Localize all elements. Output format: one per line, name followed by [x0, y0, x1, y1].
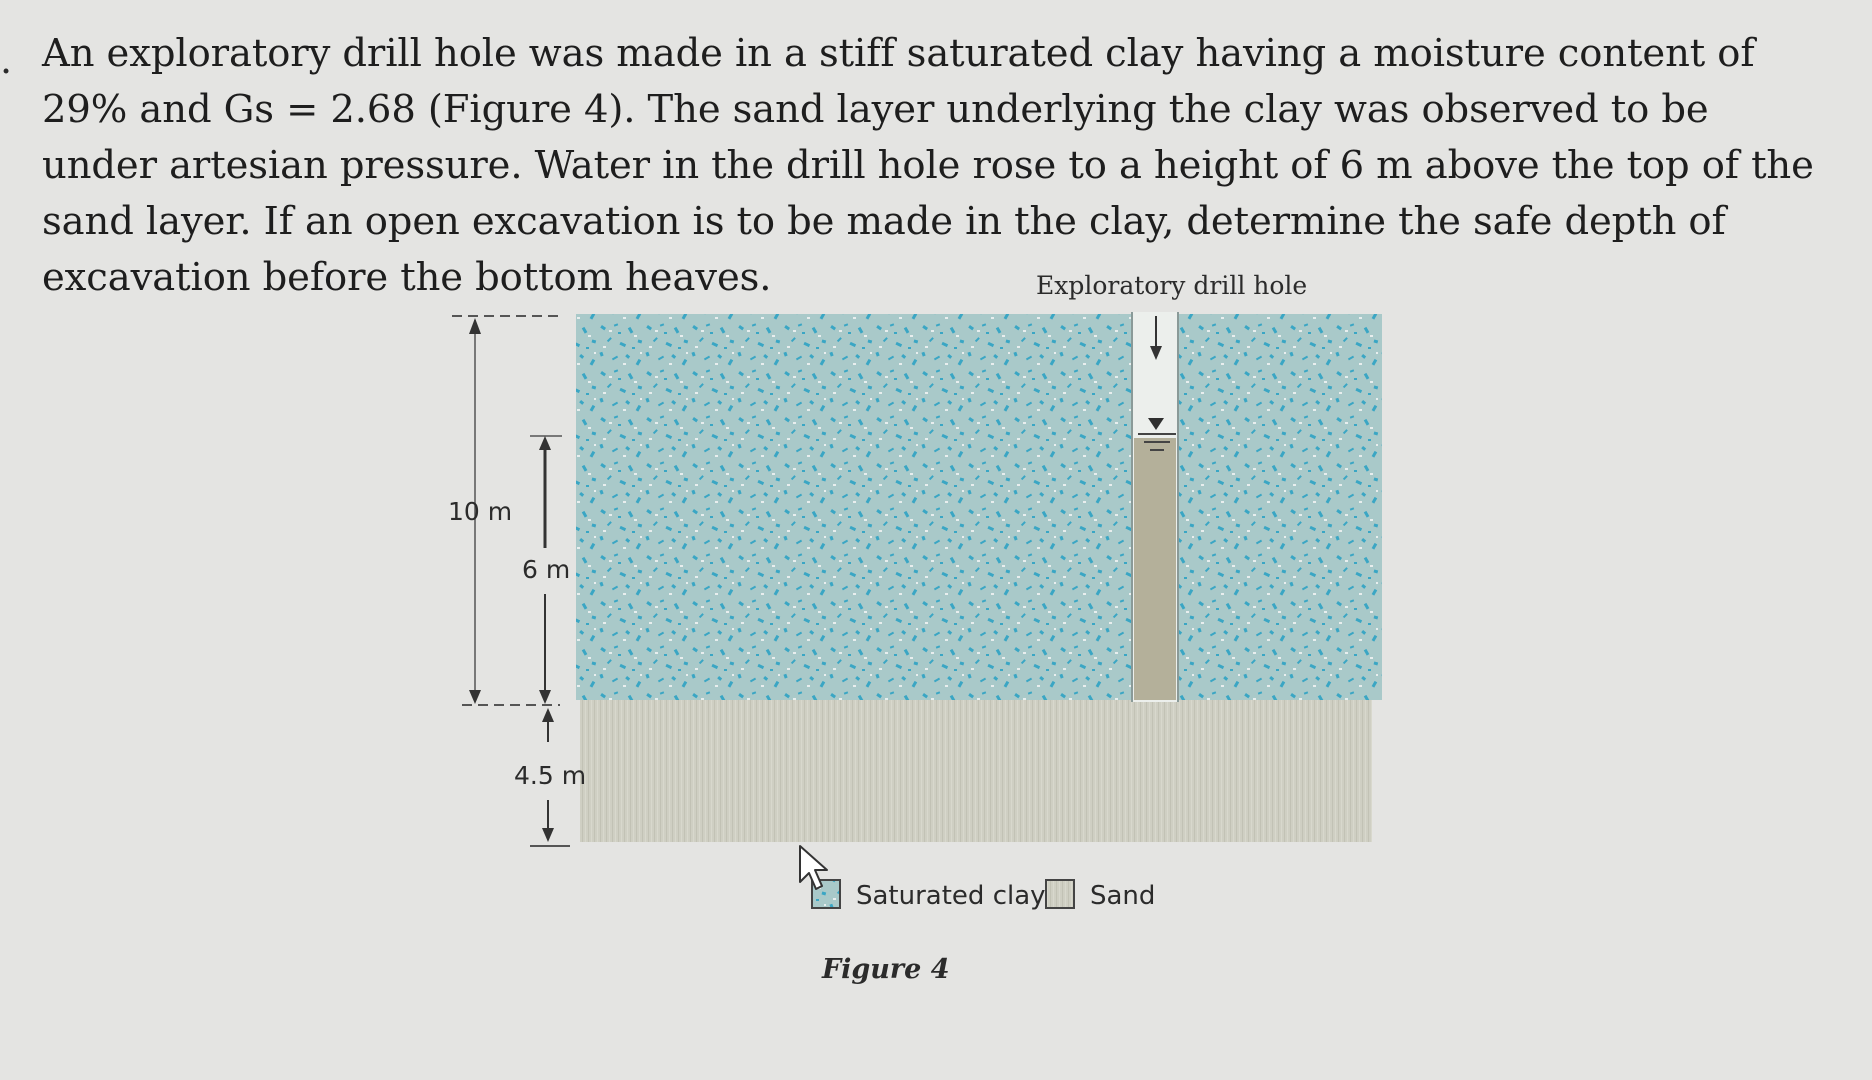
legend-sand-label: Sand	[1090, 881, 1156, 911]
dimension-sand-label: 4.5 m	[514, 761, 587, 790]
list-bullet: .	[0, 38, 13, 82]
figure-caption: Figure 4	[822, 954, 950, 985]
drill-hole-label: Exploratory drill hole	[1036, 271, 1308, 300]
sand-layer	[580, 700, 1372, 842]
clay-layer	[576, 314, 1382, 700]
dimension-water-label: 6 m	[522, 555, 571, 584]
problem-statement: An exploratory drill hole was made in a stiff saturated clay having a moisture content of 29% and Gs = 2.68 (Figure 4). The sand layer underlying the clay was observed to be under artesian pressure. Water in the drill hole rose to a height of 6 m above the top of the sand layer. If an open excavation is to be made in the clay, determine the safe depth of excavation before the bottom heaves.	[42, 31, 1814, 300]
dimension-clay-label: 10 m	[448, 497, 513, 526]
drill-hole-water	[1134, 438, 1176, 700]
legend-sand-swatch	[1046, 880, 1074, 908]
legend-clay-label: Saturated clay	[856, 881, 1046, 911]
